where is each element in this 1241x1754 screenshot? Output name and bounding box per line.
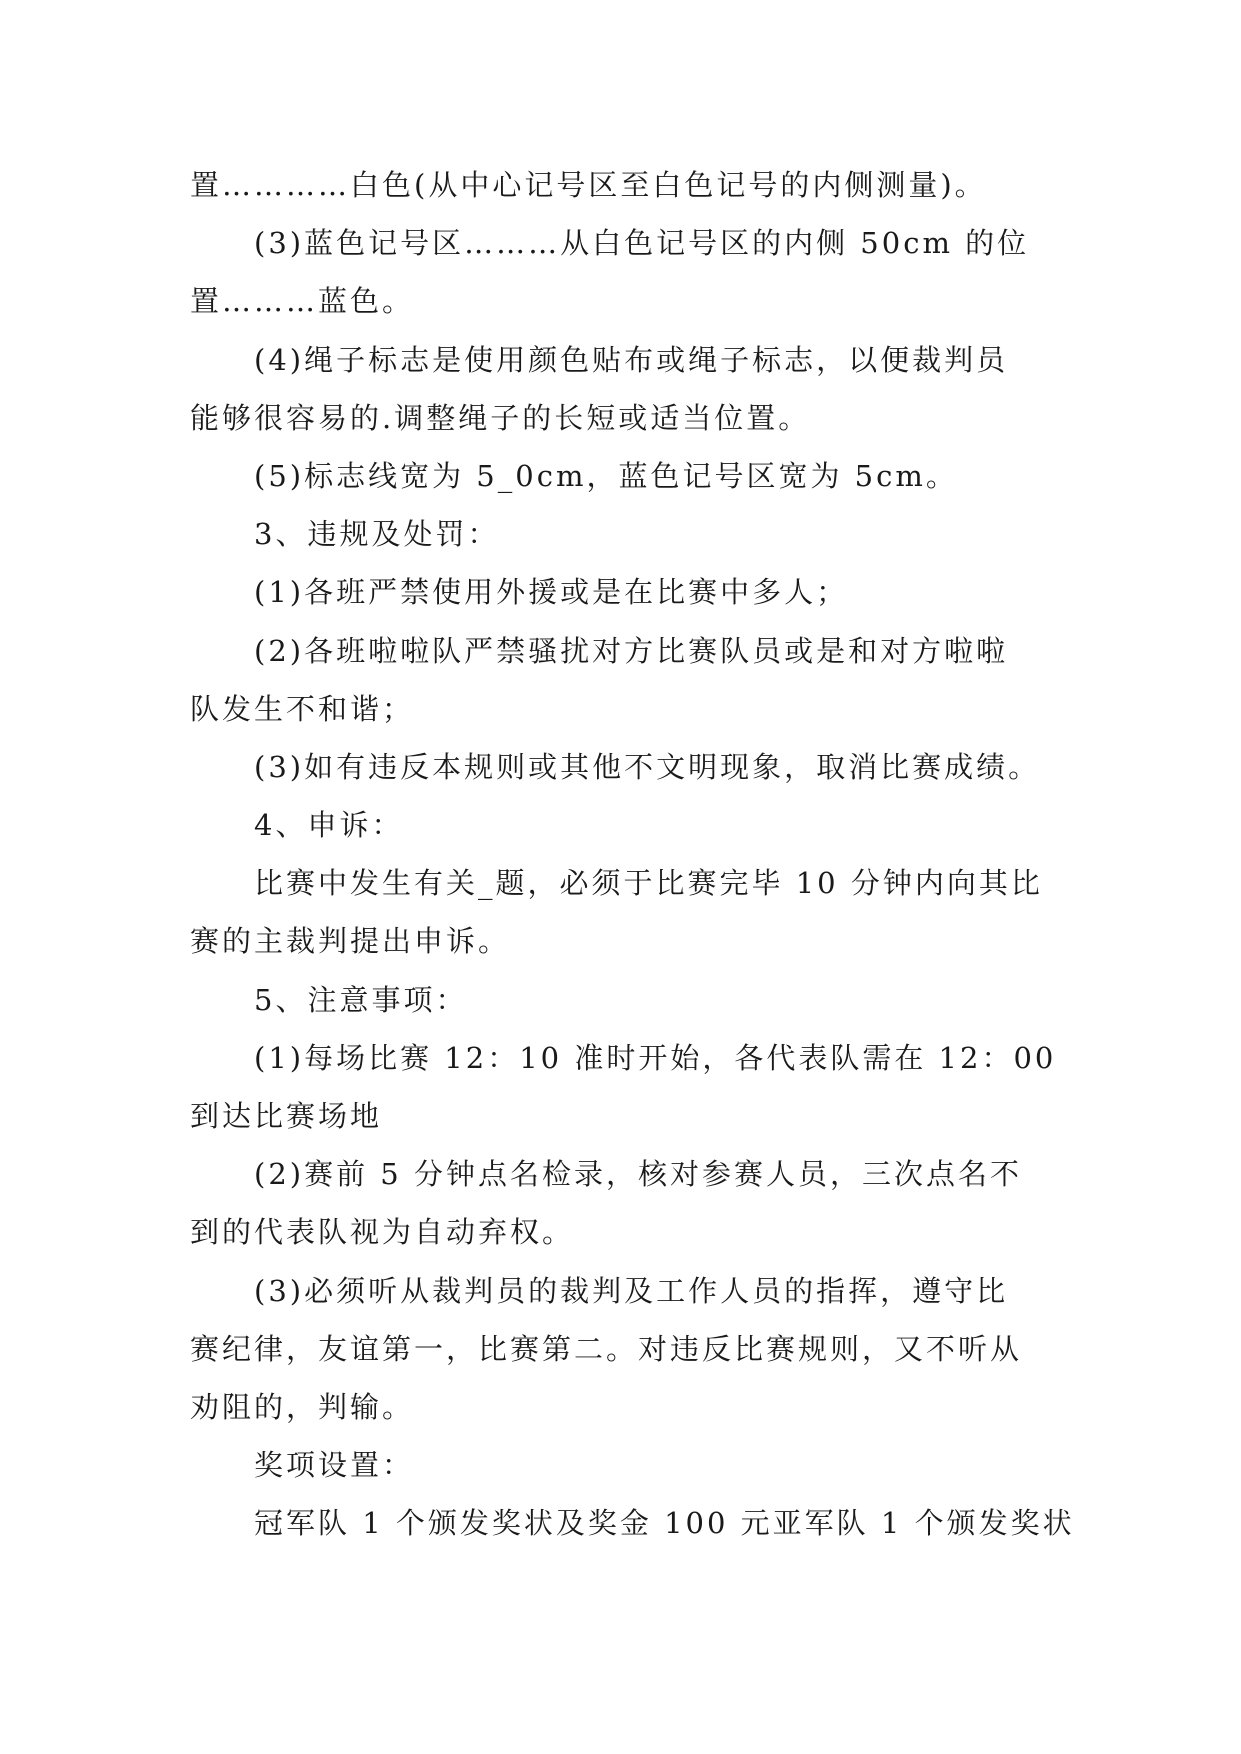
text-line: 到的代表队视为自动弃权。 bbox=[190, 1215, 575, 1250]
text-line: 赛的主裁判提出申诉。 bbox=[190, 924, 511, 959]
text-line: (1)每场比赛 12：10 准时开始，各代表队需在 12：00 bbox=[254, 1040, 1057, 1075]
section-heading: 奖项设置： bbox=[254, 1448, 415, 1483]
body-text bbox=[190, 156, 1075, 1553]
text-line: 置…………白色(从中心记号区至白色记号的内侧测量)。 bbox=[190, 168, 987, 202]
text-line: (2)赛前 5 分钟点名检录，核对参赛人员，三次点名不 bbox=[254, 1157, 1022, 1192]
text-line: 劝阻的，判输。 bbox=[190, 1389, 415, 1424]
text-line: (3)必须听从裁判员的裁判及工作人员的指挥，遵守比 bbox=[254, 1273, 1009, 1308]
text-line: (3)蓝色记号区………从白色记号区的内侧 50cm 的位 bbox=[254, 226, 1030, 261]
section-heading: 5、注意事项： bbox=[254, 982, 468, 1017]
text-line: 到达比赛场地 bbox=[190, 1099, 383, 1133]
text-line: 冠军队 1 个颁发奖状及奖金 100 元亚军队 1 个颁发奖状 bbox=[254, 1506, 1075, 1541]
text-line: 比赛中发生有关_题，必须于比赛完毕 10 分钟内向其比 bbox=[254, 866, 1043, 901]
text-line: 能够很容易的.调整绳子的长短或适当位置。 bbox=[190, 400, 811, 435]
text-line: (1)各班严禁使用外援或是在比赛中多人； bbox=[254, 575, 849, 610]
text-line: (4)绳子标志是使用颜色贴布或绳子标志，以便裁判员 bbox=[254, 342, 1009, 377]
text-line: (5)标志线宽为 5_0cm，蓝色记号区宽为 5cm。 bbox=[254, 458, 958, 493]
section-heading: 3、违规及处罚： bbox=[254, 517, 500, 552]
section-heading: 4、申诉： bbox=[254, 808, 404, 843]
text-line: 队发生不和谐； bbox=[190, 691, 415, 726]
text-line: 置………蓝色。 bbox=[190, 284, 415, 319]
text-line: (3)如有违反本规则或其他不文明现象，取消比赛成绩。 bbox=[254, 749, 1041, 784]
text-line: 赛纪律，友谊第一，比赛第二。对违反比赛规则，又不听从 bbox=[190, 1331, 1023, 1366]
text-line: (2)各班啦啦队严禁骚扰对方比赛队员或是和对方啦啦 bbox=[254, 633, 1009, 668]
